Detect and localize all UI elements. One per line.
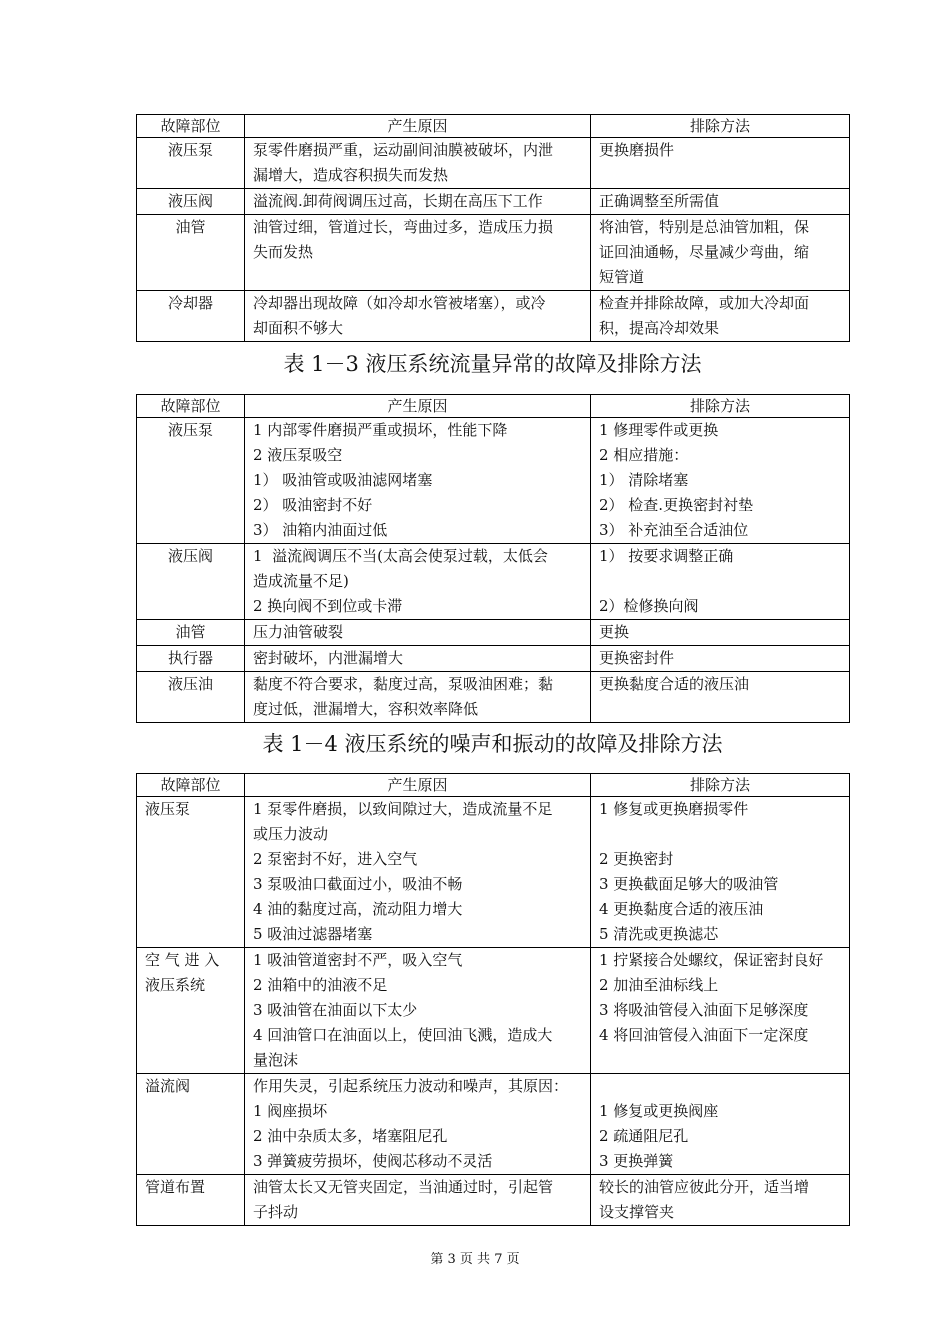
table-row — [137, 672, 850, 723]
fix-cell-line: 2） 检查.更换密封衬垫 — [599, 496, 754, 514]
table-row — [137, 1175, 850, 1226]
cause-cell-line: 1 溢流阀调压不当(太高会使泵过载，太低会 — [253, 547, 548, 565]
cause-cell-line: 3） 油箱内油面过低 — [253, 521, 388, 539]
header-fix: 排除方法 — [591, 115, 850, 138]
cause-cell-line: 2） 吸油密封不好 — [253, 496, 373, 514]
cause-cell-line: 2 油箱中的油液不足 — [253, 976, 388, 994]
cause-cell — [245, 215, 591, 291]
header-part: 故障部位 — [137, 774, 245, 797]
cause-cell — [245, 646, 591, 672]
table-row — [137, 291, 850, 342]
cause-cell — [245, 797, 591, 948]
cause-cell-line: 3 弹簧疲劳损坏，使阀芯移动不灵活 — [253, 1152, 493, 1170]
table-flow-faults — [136, 394, 850, 723]
fix-cell — [591, 1175, 850, 1226]
fix-cell-line: 1） 清除堵塞 — [599, 471, 689, 489]
cause-cell — [245, 1074, 591, 1175]
fault-part-cell: 液压阀 — [137, 189, 245, 215]
fault-part-cell: 液压泵 — [137, 418, 245, 544]
fix-cell-line: 积，提高冷却效果 — [599, 319, 720, 337]
fault-part-cell-line: 管道布置 — [145, 1178, 206, 1196]
cause-cell-line: 量泡沫 — [253, 1051, 299, 1069]
table-row — [137, 646, 850, 672]
cause-cell-line: 密封破坏，内泄漏增大 — [253, 649, 404, 667]
fix-cell — [591, 1074, 850, 1175]
table-noise-vibration-faults — [136, 773, 850, 1226]
fix-cell — [591, 291, 850, 342]
fix-cell-line: 3 更换弹簧 — [599, 1152, 674, 1170]
fix-cell-line: 2 更换密封 — [599, 850, 674, 868]
cause-cell — [245, 418, 591, 544]
cause-cell-line: 油管太长又无管夹固定，当油通过时，引起管 — [253, 1178, 554, 1196]
header-cause: 产生原因 — [245, 395, 591, 418]
cause-cell-line: 1 泵零件磨损，以致间隙过大，造成流量不足 — [253, 800, 553, 818]
cause-cell — [245, 1175, 591, 1226]
cause-cell-line: 漏增大，造成容积损失而发热 — [253, 166, 449, 184]
fix-cell-line — [599, 569, 841, 594]
fix-cell-line: 2）检修换向阀 — [599, 597, 699, 615]
cause-cell-line: 冷却器出现故障（如冷却水管被堵塞），或冷 — [253, 294, 546, 312]
cause-cell-line: 造成流量不足) — [253, 572, 349, 590]
fix-cell-line — [599, 822, 841, 847]
fix-cell — [591, 797, 850, 948]
fix-cell-line: 更换黏度合适的液压油 — [599, 675, 750, 693]
cause-cell-line: 2 泵密封不好，进入空气 — [253, 850, 418, 868]
table-row — [137, 797, 850, 948]
cause-cell-line: 4 回油管口在油面以上，使回油飞溅，造成大 — [253, 1026, 553, 1044]
cause-cell-line: 黏度不符合要求，黏度过高，泵吸油困难；黏 — [253, 675, 554, 693]
fix-cell-line: 4 更换黏度合适的液压油 — [599, 900, 764, 918]
cause-cell-line: 或压力波动 — [253, 825, 329, 843]
header-fix: 排除方法 — [591, 774, 850, 797]
header-part: 故障部位 — [137, 115, 245, 138]
fix-cell-line: 3） 补充油至合适油位 — [599, 521, 749, 539]
fault-part-cell: 液压油 — [137, 672, 245, 723]
fault-part-cell: 执行器 — [137, 646, 245, 672]
cause-cell-line: 溢流阀.卸荷阀调压过高，长期在高压下工作 — [253, 192, 543, 210]
table-row — [137, 189, 850, 215]
table-row — [137, 138, 850, 189]
cause-cell — [245, 291, 591, 342]
caption-table-1-4: 表 1－4 液压系统的噪声和振动的故障及排除方法 — [262, 732, 723, 756]
table-row — [137, 215, 850, 291]
fix-cell-line: 更换密封件 — [599, 649, 675, 667]
cause-cell — [245, 544, 591, 620]
fault-part-cell — [137, 797, 245, 948]
fault-part-cell — [137, 948, 245, 1074]
fix-cell-line: 更换磨损件 — [599, 141, 675, 159]
table-row — [137, 620, 850, 646]
fix-cell-line: 1 修复或更换阀座 — [599, 1102, 719, 1120]
fix-cell-line: 2 疏通阻尼孔 — [599, 1127, 689, 1145]
fault-part-cell: 液压泵 — [137, 138, 245, 189]
cause-cell-line: 子抖动 — [253, 1203, 299, 1221]
fix-cell-line: 将油管，特别是总油管加粗，保 — [599, 218, 810, 236]
fix-cell-line: 1 修理零件或更换 — [599, 421, 719, 439]
fault-part-cell — [137, 1175, 245, 1226]
fix-cell — [591, 189, 850, 215]
fix-cell-line: 正确调整至所需值 — [599, 192, 720, 210]
fault-part-cell-line: 液压系统 — [145, 976, 206, 994]
header-fix: 排除方法 — [591, 395, 850, 418]
fix-cell-line: 3 更换截面足够大的吸油管 — [599, 875, 779, 893]
fault-part-cell: 冷却器 — [137, 291, 245, 342]
cause-cell-line: 5 吸油过滤器堵塞 — [253, 925, 373, 943]
fix-cell-line: 5 清洗或更换滤芯 — [599, 925, 719, 943]
table-row — [137, 1074, 850, 1175]
fix-cell-line: 1 拧紧接合处螺纹，保证密封良好 — [599, 951, 824, 969]
fix-cell — [591, 215, 850, 291]
fault-part-cell: 油管 — [137, 215, 245, 291]
table-temperature-faults — [136, 114, 850, 342]
header-cause: 产生原因 — [245, 774, 591, 797]
cause-cell-line: 度过低，泄漏增大，容积效率降低 — [253, 700, 479, 718]
page-footer: 第 3 页 共 7 页 — [430, 1252, 520, 1267]
fix-cell — [591, 418, 850, 544]
table-row — [137, 544, 850, 620]
fault-part-cell: 油管 — [137, 620, 245, 646]
fix-cell — [591, 138, 850, 189]
cause-cell — [245, 948, 591, 1074]
table-row — [137, 948, 850, 1074]
fix-cell — [591, 672, 850, 723]
fix-cell-line: 3 将吸油管侵入油面下足够深度 — [599, 1001, 809, 1019]
fix-cell-line: 证回油通畅，尽量减少弯曲，缩 — [599, 243, 810, 261]
cause-cell-line: 油管过细，管道过长，弯曲过多，造成压力损 — [253, 218, 554, 236]
cause-cell-line: 2 换向阀不到位或卡滞 — [253, 597, 403, 615]
fault-part-cell-line: 溢流阀 — [145, 1077, 191, 1095]
cause-cell-line: 1 阀座损坏 — [253, 1102, 328, 1120]
fix-cell — [591, 646, 850, 672]
fix-cell-line: 2 加油至油标线上 — [599, 976, 719, 994]
cause-cell — [245, 672, 591, 723]
cause-cell-line: 2 油中杂质太多，堵塞阻尼孔 — [253, 1127, 448, 1145]
cause-cell-line: 作用失灵，引起系统压力波动和噪声，其原因： — [253, 1077, 569, 1095]
fix-cell-line: 1 修复或更换磨损零件 — [599, 800, 749, 818]
fix-cell-line — [599, 1074, 841, 1099]
table-header-row — [137, 115, 850, 138]
header-part: 故障部位 — [137, 395, 245, 418]
cause-cell-line: 1） 吸油管或吸油滤网堵塞 — [253, 471, 433, 489]
cause-cell-line: 1 吸油管道密封不严，吸入空气 — [253, 951, 463, 969]
caption-table-1-3: 表 1－3 液压系统流量异常的故障及排除方法 — [283, 352, 702, 376]
cause-cell — [245, 620, 591, 646]
table-row — [137, 418, 850, 544]
cause-cell-line: 失而发热 — [253, 243, 314, 261]
fault-part-cell: 液压阀 — [137, 544, 245, 620]
fix-cell — [591, 544, 850, 620]
fix-cell — [591, 620, 850, 646]
fix-cell-line: 较长的油管应彼此分开，适当增 — [599, 1178, 810, 1196]
cause-cell — [245, 189, 591, 215]
fix-cell-line: 4 将回油管侵入油面下一定深度 — [599, 1026, 809, 1044]
fix-cell-line: 2 相应措施： — [599, 446, 689, 464]
header-cause: 产生原因 — [245, 115, 591, 138]
table-header-row — [137, 395, 850, 418]
table-header-row — [137, 774, 850, 797]
fault-part-cell-line: 空 气 进 入 — [145, 951, 220, 969]
fix-cell-line: 检查并排除故障，或加大冷却面 — [599, 294, 810, 312]
cause-cell-line: 2 液压泵吸空 — [253, 446, 343, 464]
fault-part-cell-line: 液压泵 — [145, 800, 191, 818]
cause-cell-line: 3 泵吸油口截面过小，吸油不畅 — [253, 875, 463, 893]
cause-cell-line: 1 内部零件磨损严重或损坏，性能下降 — [253, 421, 508, 439]
fix-cell-line: 设支撑管夹 — [599, 1203, 675, 1221]
fix-cell — [591, 948, 850, 1074]
cause-cell — [245, 138, 591, 189]
fix-cell-line: 更换 — [599, 623, 630, 641]
cause-cell-line: 4 油的黏度过高，流动阻力增大 — [253, 900, 463, 918]
cause-cell-line: 压力油管破裂 — [253, 623, 344, 641]
fix-cell-line: 短管道 — [599, 268, 645, 286]
cause-cell-line: 3 吸油管在油面以下太少 — [253, 1001, 418, 1019]
fix-cell-line: 1） 按要求调整正确 — [599, 547, 734, 565]
cause-cell-line: 泵零件磨损严重，运动副间油膜被破坏，内泄 — [253, 141, 554, 159]
fault-part-cell — [137, 1074, 245, 1175]
cause-cell-line: 却面积不够大 — [253, 319, 344, 337]
